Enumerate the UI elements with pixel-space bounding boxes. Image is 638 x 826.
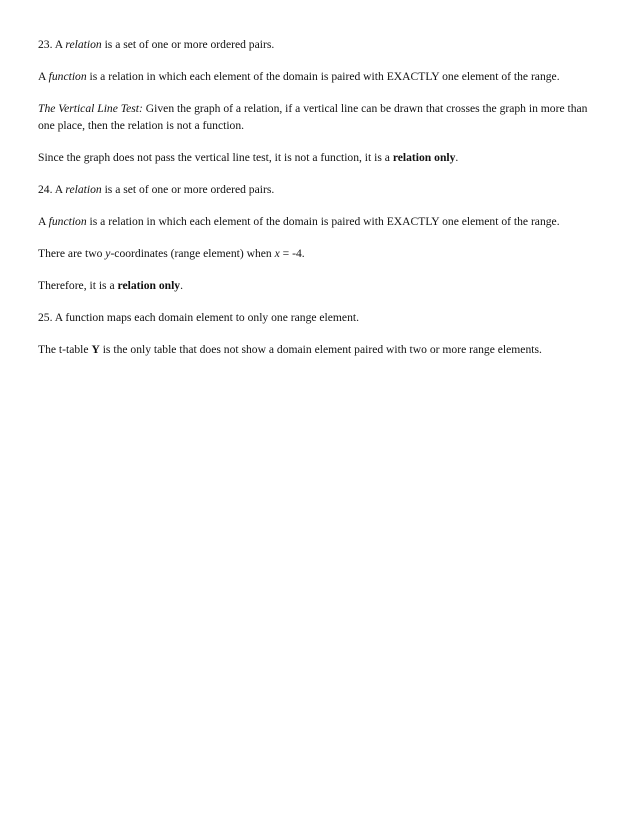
text: is a relation in which each element of the domain is paired with EXACTLY one element of the range. — [86, 215, 560, 228]
item-number: 23. — [38, 38, 53, 51]
text: A function maps each domain element to only one range element. — [52, 311, 359, 324]
variable-x: x — [274, 247, 280, 260]
item-23-conclusion — [38, 149, 598, 166]
item-23-definition — [38, 36, 598, 53]
text: The t-table — [38, 343, 92, 356]
text: A — [52, 38, 66, 51]
item-24-function-definition — [38, 213, 598, 230]
text: There are two — [38, 247, 106, 260]
answer-bold: Y — [91, 343, 100, 356]
text: Therefore, it is a — [38, 279, 118, 292]
variable-y: y — [105, 247, 111, 260]
text: Since the graph does not pass the vertical line test, it is not a function, it is a — [38, 151, 393, 164]
term-vertical-line-test: The Vertical Line Test: — [38, 102, 143, 115]
text: A — [38, 70, 49, 83]
term-relation: relation — [65, 38, 102, 51]
text: . — [180, 279, 184, 292]
text: is the only table that does not show a domain element paired with two or more range elements. — [99, 343, 542, 356]
text: is a set of one or more ordered pairs. — [101, 38, 275, 51]
document-page — [38, 36, 598, 373]
text: -coordinates (range element) when — [110, 247, 275, 260]
term-function: function — [48, 70, 87, 83]
answer-bold: relation only — [117, 279, 181, 292]
text: A — [52, 183, 66, 196]
text: A — [38, 215, 49, 228]
term-relation: relation — [65, 183, 102, 196]
answer-bold: relation only — [392, 151, 456, 164]
text: is a relation in which each element of the domain is paired with EXACTLY one element of the range. — [86, 70, 560, 83]
text: . — [455, 151, 459, 164]
item-25-statement — [38, 309, 598, 326]
text: = -4. — [279, 247, 305, 260]
text: Given the graph of a relation, if a vertical line can be drawn that crosses the graph in more than one place, then the relation is not a function. — [38, 102, 588, 132]
item-number: 25. — [38, 311, 53, 324]
item-24-coordinates — [38, 245, 598, 262]
item-24-conclusion — [38, 277, 598, 294]
text: is a set of one or more ordered pairs. — [101, 183, 275, 196]
item-23-vertical-line-test — [38, 100, 598, 134]
item-23-function-definition — [38, 68, 598, 85]
item-24-definition — [38, 181, 598, 198]
item-number: 24. — [38, 183, 53, 196]
term-function: function — [48, 215, 87, 228]
item-25-ttable — [38, 341, 598, 358]
